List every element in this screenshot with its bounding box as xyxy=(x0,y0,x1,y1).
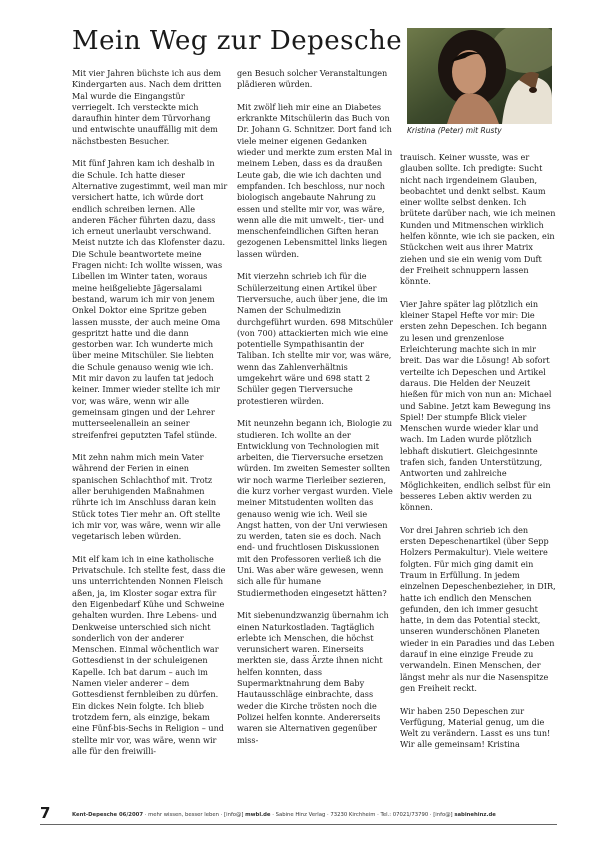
paragraph: Mit vierzehn schrieb ich für die Schülerzeitung einen Artikel über Tierversuche, auch über jene, die im Namen der Schulmedizin durchgeführt wurden. 698 Mitschüler (von 700) attackierten mich wie eine potentielle Sympathisantin der Taliban. Ich stellte mir vor, was wäre, wenn das Zahlenverhältnis umgekehrt wäre und 698 statt 2 Schüler gegen Tierversuche protestieren würden. xyxy=(237,271,393,406)
paragraph: trauisch. Keiner wusste, was er glauben sollte. Ich predigte: Sucht nicht nach irgendeinem Glauben, beobachtet und denkt selbst. Kaum einer wollte selbst denken. Ich brütete darüber nach, wie ich meinen Kunden und Mitmenschen wirklich helfen könnte, wie ich sie packen, ein Stückchen weit aus ihrer Matrix ziehen und sie ein wenig vom Duft der Freiheit schnuppern lassen könnte. xyxy=(400,152,556,287)
text-column-2 xyxy=(237,68,393,757)
footer-site-link[interactable]: mwbl.de xyxy=(245,812,271,818)
paragraph: Mit elf kam ich in eine katholische Privatschule. Ich stellte fest, dass die uns unterrichtenden Nonnen Fleisch aßen, ja, im Kloster sogar extra für den Eigenbedarf Kühe und Schweine gehalten wurden. Ihre Lebens- und Denkweise unterschied sich nicht sonderlich von der anderer Menschen. Einmal wöchentlich war Gottesdienst in der schuleigenen Kapelle. Ich bat darum – auch im Namen vieler anderer – dem Gottesdienst fernbleiben zu dürfen. Ein dickes Nein folgte. Ich blieb trotzdem fern, als einzige, bekam eine Fünf-bis-Sechs in Religion – und stellte mir vor, was wäre, wenn wir alle für den freiwilli- xyxy=(72,553,226,756)
photo-caption: Kristina (Peter) mit Rusty xyxy=(407,126,502,135)
footer-slogan: · mehr wissen, besser leben · [info@] xyxy=(144,812,244,818)
paragraph: Mit zehn nahm mich mein Vater während der Ferien in einen spanischen Schlachthof mit. Trotz aller beruhigenden Maßnahmen rührte ich im Anschluss daran kein Stück totes Tier mehr an. Oft stellte ich mir vor, was wäre, wenn wir alle vegetarisch leben würden. xyxy=(72,452,221,542)
paragraph: Mit fünf Jahren kam ich deshalb in die Schule. Ich hatte dieser Alternative zugestimmt, weil man mir versichert hatte, ich würde dort endlich schreiben lernen. Alle anderen Fächer führten dazu, dass ich erneut unerlaubt verschwand. Meist nutzte ich das Klofenster dazu. Die Schule beantwortete meine Fragen nicht: Ich wollte wissen, was Libellen im Winter taten, woraus meine heißgeliebte Jägersalami bestand, warum ich mir von jenem Onkel Doktor eine Spritze geben lassen musste, der auch meine Oma gespritzt hatte und die dann gestorben war. Ich wunderte mich über meine Mitschüler. Sie liebten die Schule genauso wenig wie ich. Mit mir davon zu laufen tat jedoch keiner. Immer wieder stellte ich mir vor, was wäre, wenn wir alle gemeinsam gingen und der Lehrer mutterseelenallein an seiner streifenfrei geputzten Tafel stünde. xyxy=(72,158,228,440)
paragraph: gen Besuch solcher Veranstaltungen plädieren würden. xyxy=(237,68,388,90)
footer-divider xyxy=(40,824,557,825)
text-column-1 xyxy=(72,68,228,768)
footer-line xyxy=(72,812,496,818)
paragraph: Mit vier Jahren büchste ich aus dem Kindergarten aus. Nach dem dritten Mal wurde die Eingangstür verriegelt. Ich versteckte mich daraufhin hinter dem Türvorhang und entwischte unauffällig mit dem nächstbesten Besucher. xyxy=(72,68,222,146)
article-title: Mein Weg zur Depesche xyxy=(72,26,403,56)
photo-illustration xyxy=(407,28,552,124)
paragraph: Vor drei Jahren schrieb ich den ersten Depeschenartikel (über Sepp Holzers Permakultur). Viele weitere folgten. Für mich ging damit ein Traum in Erfüllung. In jedem einzelnen Depeschenbezieher, in DIR, hatte ich endlich den Menschen gefunden, den ich immer gesucht hatte, in dem das Potential steckt, unseren wunderschönen Planeten wieder in ein Paradies und das Leben darauf in eine einzige Freude zu verwandeln. Einen Menschen, der längst mehr als nur die Nasenspitze gen Freiheit reckt. xyxy=(400,524,556,693)
footer-publisher: · Sabine Hinz Verlag · 73230 Kirchheim · Tel.: 07021/73790 · [info@] xyxy=(272,812,453,818)
paragraph: Mit siebenundzwanzig übernahm ich einen Naturkostladen. Tagtäglich erlebte ich Menschen, die höchst verunsichert waren. Einerseits merkten sie, dass Ärzte ihnen nicht helfen konnten, dass Supermarktnahrung dem Baby Hautausschläge einbrachte, dass weder die Kirche trösten noch die Polizei helfen konnte. Andererseits waren sie Alternativen gegenüber miss- xyxy=(237,610,389,745)
paragraph: Mit zwölf lieh mir eine an Diabetes erkrankte Mitschülerin das Buch von Dr. Johann G. Schnitzer. Dort fand ich viele meiner eigenen Gedanken wieder und merkte zum ersten Mal in meinem Leben, dass es da draußen Leute gab, die wie ich dachten und empfanden. Ich beschloss, nur noch biologisch angebaute Nahrung zu essen und stellte mir vor, was wäre, wenn alle die mit umwelt-, tier- und menschenfeindlichen Giften heran gezogenen Lebensmittel links liegen lassen würden. xyxy=(237,101,393,259)
footer-issue: Kent-Depesche 06/2007 xyxy=(72,812,144,818)
paragraph: Mit neunzehn begann ich, Biologie zu studieren. Ich wollte an der Entwicklung von Technologien mit arbeiten, die Tierversuche ersetzen würden. Im zweiten Semester sollten wir noch warme Tierleiber sezieren, die kurz vorher vergast wurden. Viele meiner Mitstudenten wollten das genauso wenig wie ich. Weil sie Angst hatten, von der Uni verwiesen zu werden, taten sie es doch. Nach end- und fruchtlosen Diskussionen mit den Professoren verließ ich die Uni. Was aber wäre gewesen, wenn sich alle für humane Studiermethoden eingesetzt hätten? xyxy=(237,418,393,598)
footer-publisher-link[interactable]: sabinehinz.de xyxy=(454,812,496,818)
text-column-3 xyxy=(400,152,556,762)
photo-kristina-with-dog xyxy=(407,28,552,124)
paragraph: Vier Jahre später lag plötzlich ein kleiner Stapel Hefte vor mir: Die ersten zehn Depeschen. Ich begann zu lesen und grenzenlose Erleichterung machte sich in mir breit. Das war die Lösung! Ab sofort verteilte ich Depeschen und Artikel daraus. Die Helden der Neuzeit hießen für mich von nun an: Michael und Sabine. Jetzt kam Bewegung ins Spiel! Der stumpfe Blick vieler Menschen wurde wieder klar und wach. Im Laden wurde plötzlich lebhaft diskutiert. Gleichgesinnte trafen sich, fanden Unterstützung, Antworten und zahlreiche Möglichkeiten, endlich selbst für ein besseres Leben aktiv werden zu können. xyxy=(400,298,552,513)
page-number: 7 xyxy=(40,804,51,822)
paragraph: Wir haben 250 Depeschen zur Verfügung, Material genug, um die Welt zu verändern. Lasst es uns tun! Wir alle gemeinsam! Kristina xyxy=(400,705,551,750)
